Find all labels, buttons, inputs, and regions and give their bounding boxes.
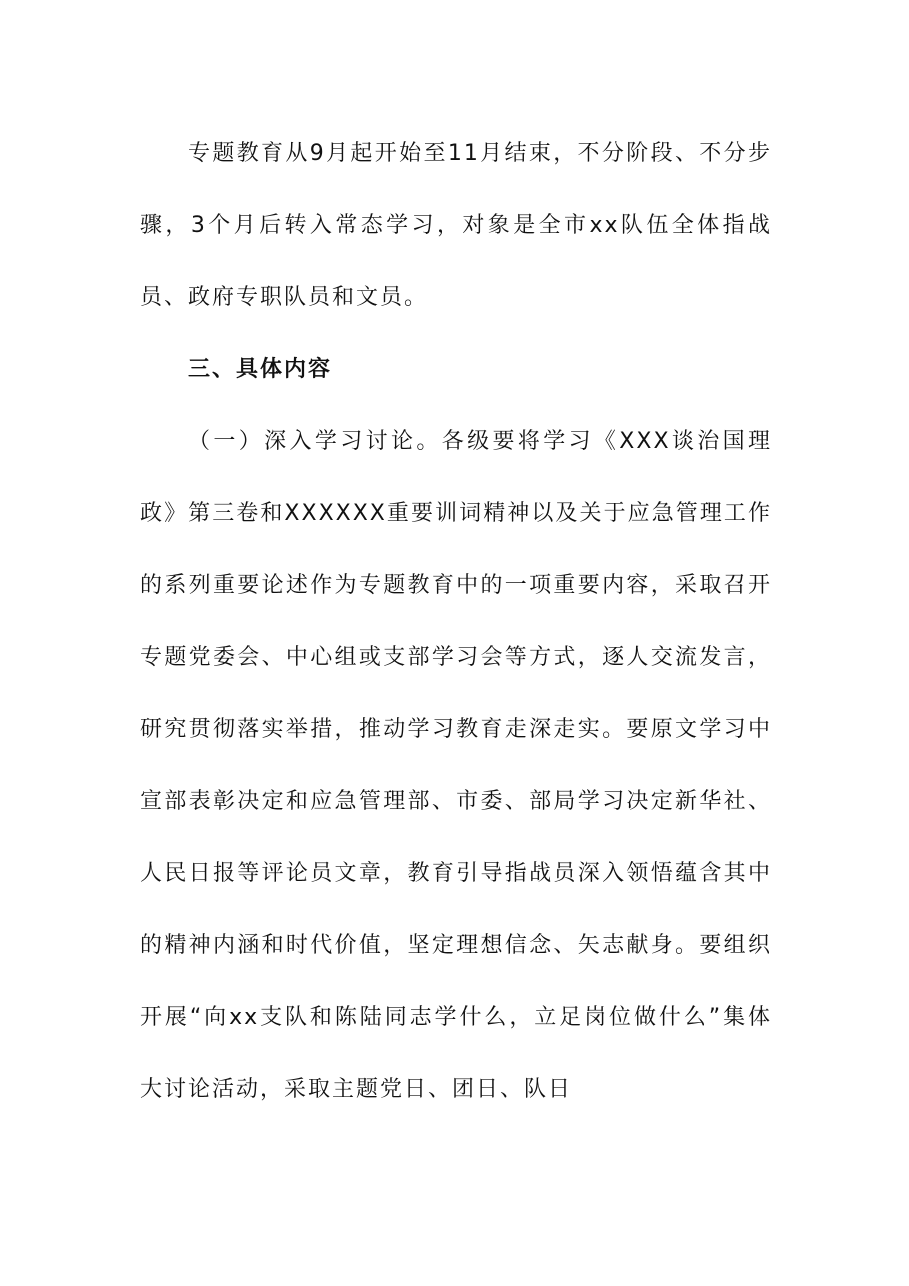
paragraph-study-discussion: （一）深入学习讨论。各级要将学习《XXX谈治国理政》第三卷和XXXXXX重要训词精神以及关于应急管理工作的系列重要论述作为专题教育中的一项重要内容，采取召开专题党委会、中心组或支部学习会等方式，逐人交流发言，研究贯彻落实举措，推动学习教育走深走实。要原文学习中宣部表彰决定和应急管理部、市委、部局学习决定新华社、人民日报等评论员文章，教育引导指战员深入领悟蕴含其中的精神内涵和时代价值，坚定理想信念、矢志献身。要组织开展“向xx支队和陈陆同志学什么，立足岗位做什么”集体大讨论活动，采取主题党日、团日、队日 <box>140 429 772 1102</box>
section-heading-specific-content: 三、具体内容 <box>188 357 333 382</box>
document-body <box>140 118 772 1126</box>
paragraph-schedule: 专题教育从9月起开始至11月结束，不分阶段、不分步骤，3个月后转入常态学习，对象是全市xx队伍全体指战员、政府专职队员和文员。 <box>140 141 772 310</box>
